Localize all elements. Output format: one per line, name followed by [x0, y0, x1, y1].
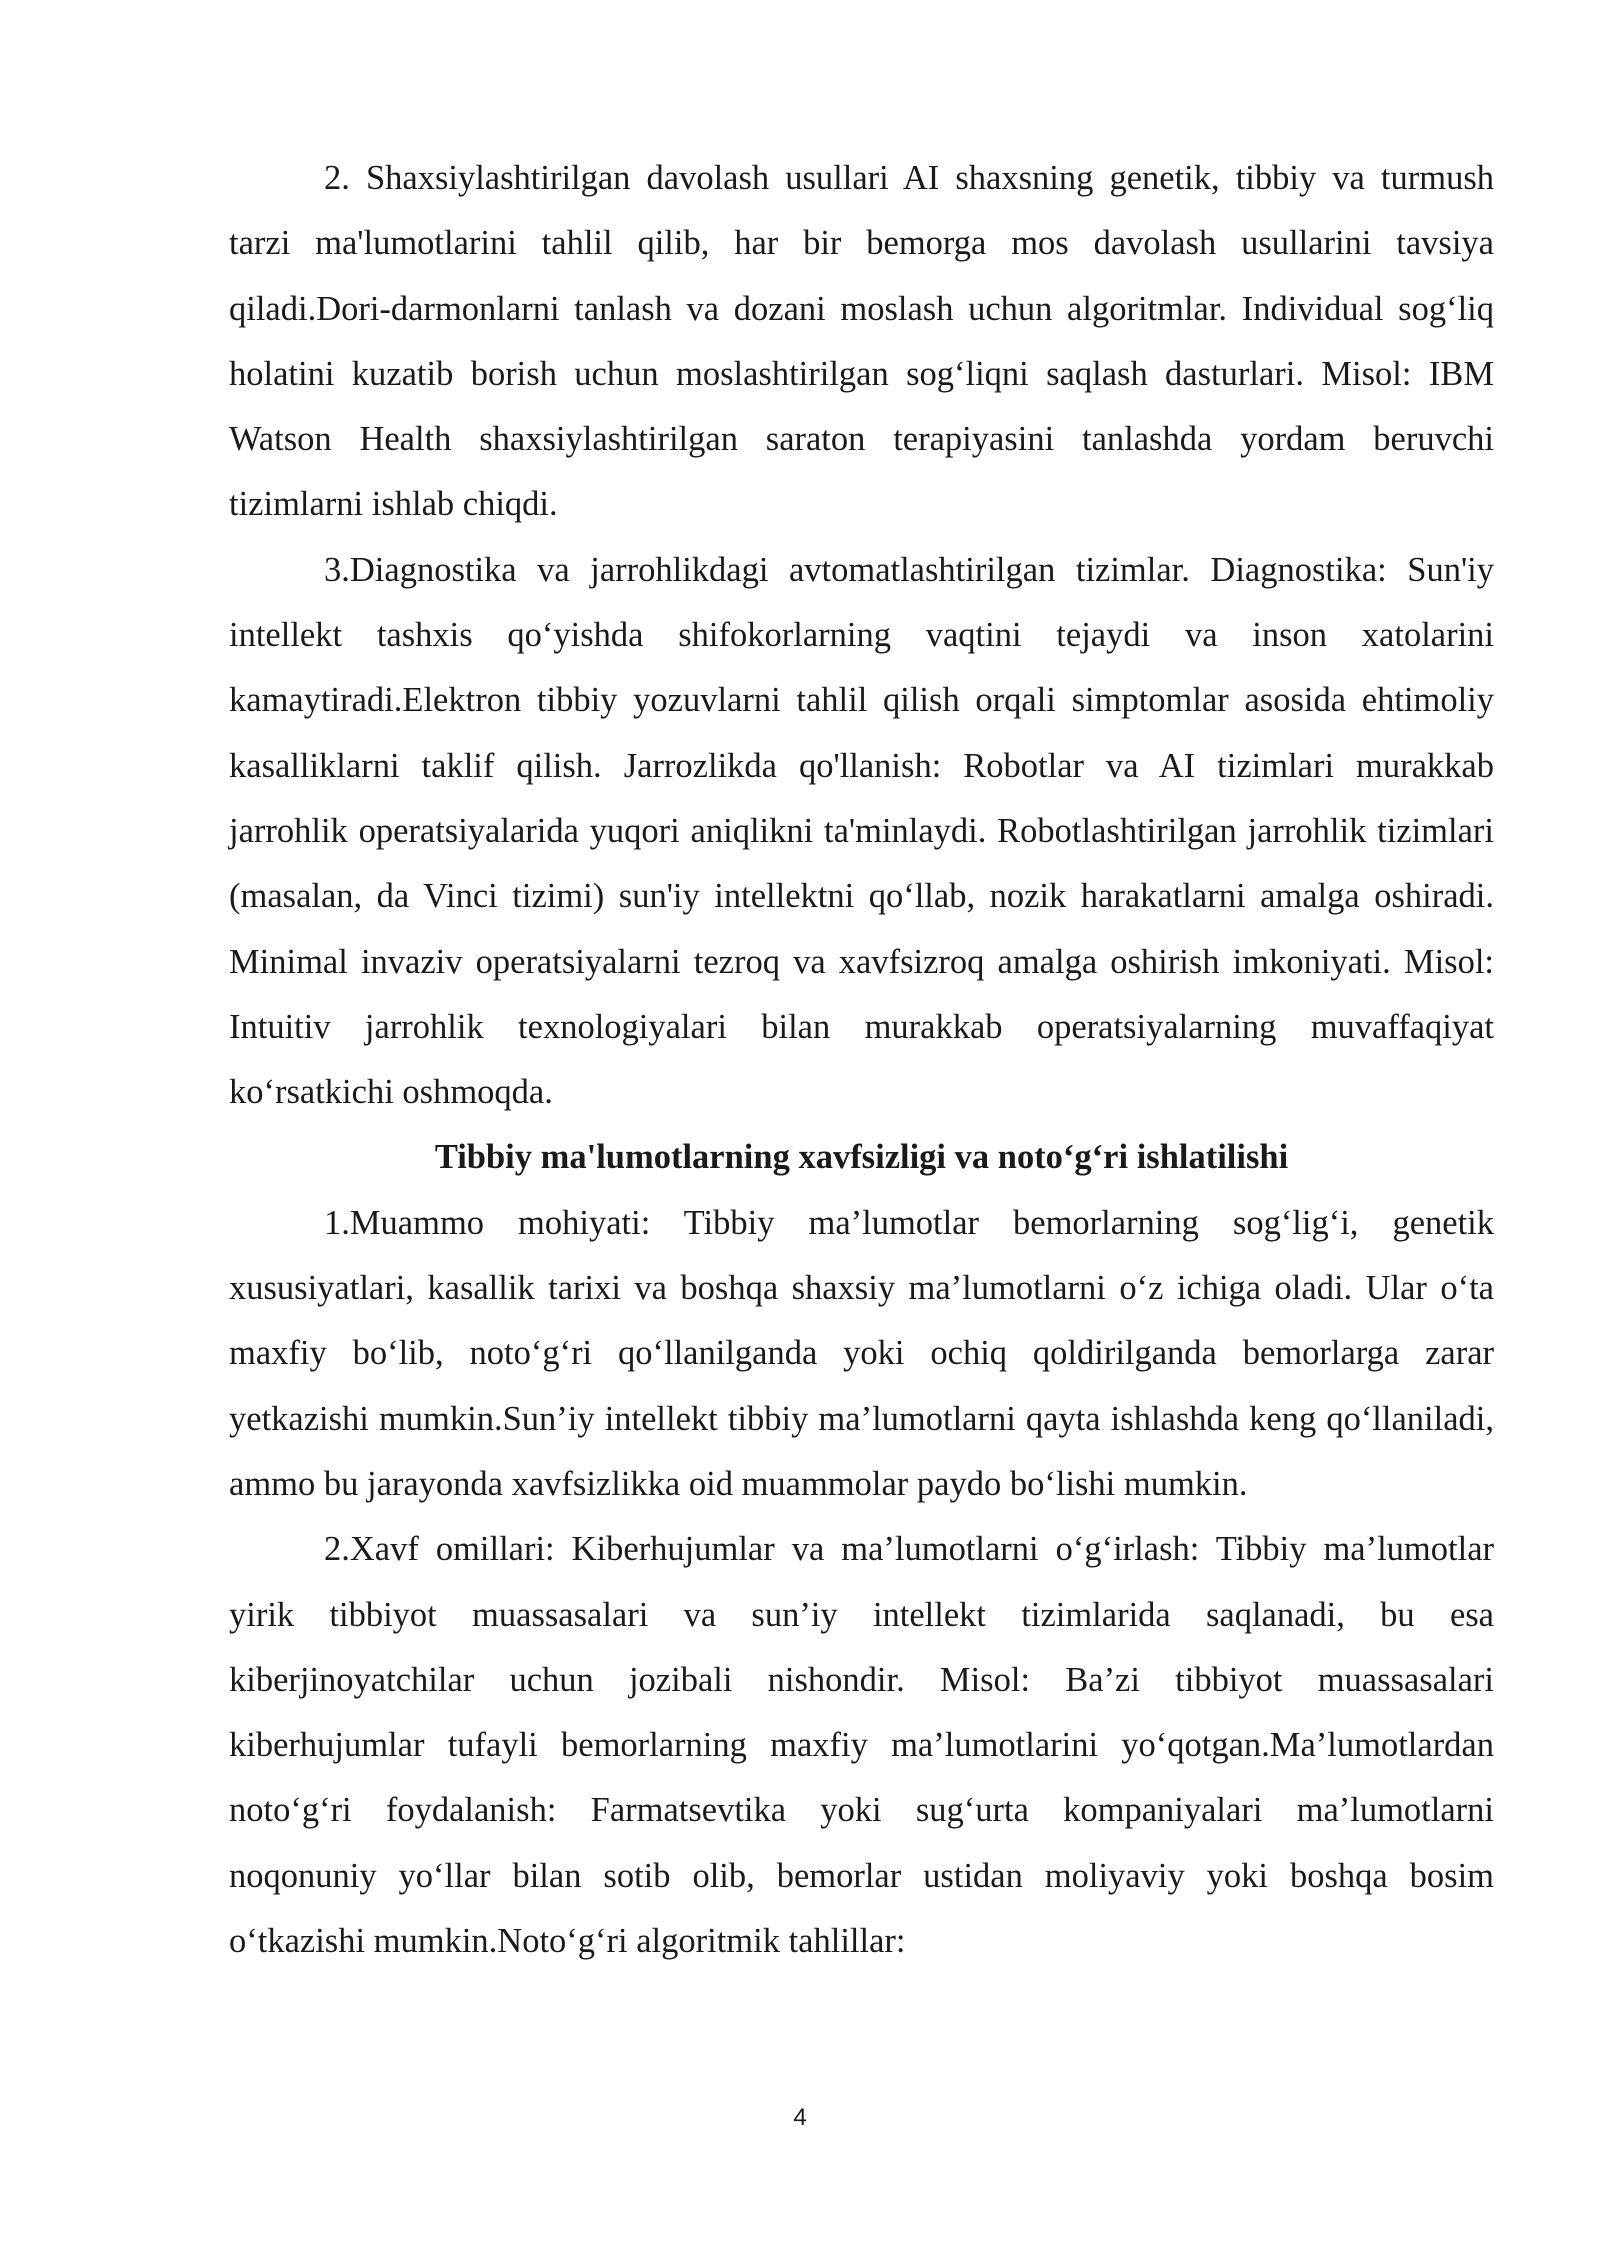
paragraph-personalized-treatment: 2. Shaxsiylashtirilgan davolash usullari AI shaxsning genetik, tibbiy va turmush tarzi ma'lumotlarini tahlil qilib, har bir bemorga mos davolash usullarini tavsiya qiladi.Dori-darmonlarni tanlash va dozani moslash uchun algoritmlar. Individual sog‘liq holatini kuzatib borish uchun moslashtirilgan sog‘liqni saqlash dasturlari. Misol: IBM Watson Health shaxsiylashtirilgan saraton terapiyasini tanlashda yordam beruvchi tizimlarni ishlab chiqdi. [229, 159, 1494, 524]
paragraph-problem-essence: 1.Muammo mohiyati: Tibbiy ma’lumotlar bemorlarning sog‘lig‘i, genetik xususiyatlari, kasallik tarixi va boshqa shaxsiy ma’lumotlarni o‘z ichiga oladi. Ular o‘ta maxfiy bo‘lib, noto‘g‘ri qo‘llanilganda yoki ochiq qoldirilganda bemorlarga zarar yetkazishi mumkin.Sun’iy intellekt tibbiy ma’lumotlarni qayta ishlashda keng qo‘llaniladi, ammo bu jarayonda xavfsizlikka oid muammolar paydo bo‘lishi mumkin. [229, 1203, 1494, 1503]
page-number: 4 [793, 2104, 807, 2131]
paragraph-risk-factors: 2.Xavf omillari: Kiberhujumlar va ma’lumotlarni o‘g‘irlash: Tibbiy ma’lumotlar yirik tibbiyot muassasalari va sun’iy intellekt tizimlarida saqlanadi, bu esa kiberjinoyatchilar uchun jozibali nishondir. Misol: Ba’zi tibbiyot muassasalari kiberhujumlar tufayli bemorlarning maxfiy ma’lumotlarini yo‘qotgan.Ma’lumotlardan noto‘g‘ri foydalanish: Farmatsevtika yoki sug‘urta kompaniyalari ma’lumotlarni noqonuniy yo‘llar bilan sotib olib, bemorlar ustidan moliyaviy yoki boshqa bosim o‘tkazishi mumkin.Noto‘g‘ri algoritmik tahlillar: [229, 1530, 1494, 1961]
paragraph-diagnostics-surgery: 3.Diagnostika va jarrohlikdagi avtomatlashtirilgan tizimlar. Diagnostika: Sun'iy intellekt tashxis qo‘yishda shifokorlarning vaqtini tejaydi va inson xatolarini kamaytiradi.Elektron tibbiy yozuvlarni tahlil qilish orqali simptomlar asosida ehtimoliy kasalliklarni taklif qilish. Jarrozlikda qo'llanish: Robotlar va AI tizimlari murakkab jarrohlik operatsiyalarida yuqori aniqlikni ta'minlaydi. Robotlashtirilgan jarrohlik tizimlari (masalan, da Vinci tizimi) sun'iy intellektni qo‘llab, nozik harakatlarni amalga oshiradi. Minimal invaziv operatsiyalarni tezroq va xavfsizroq amalga oshirish imkoniyati. Misol: Intuitiv jarrohlik texnologiyalari bilan murakkab operatsiyalarning muvaffaqiyat ko‘rsatkichi oshmoqda. [229, 550, 1494, 1112]
section-heading: Tibbiy ma'lumotlarning xavfsizligi va noto‘g‘ri ishlatilishi [434, 1138, 1289, 1177]
page-body [229, 146, 1494, 1974]
